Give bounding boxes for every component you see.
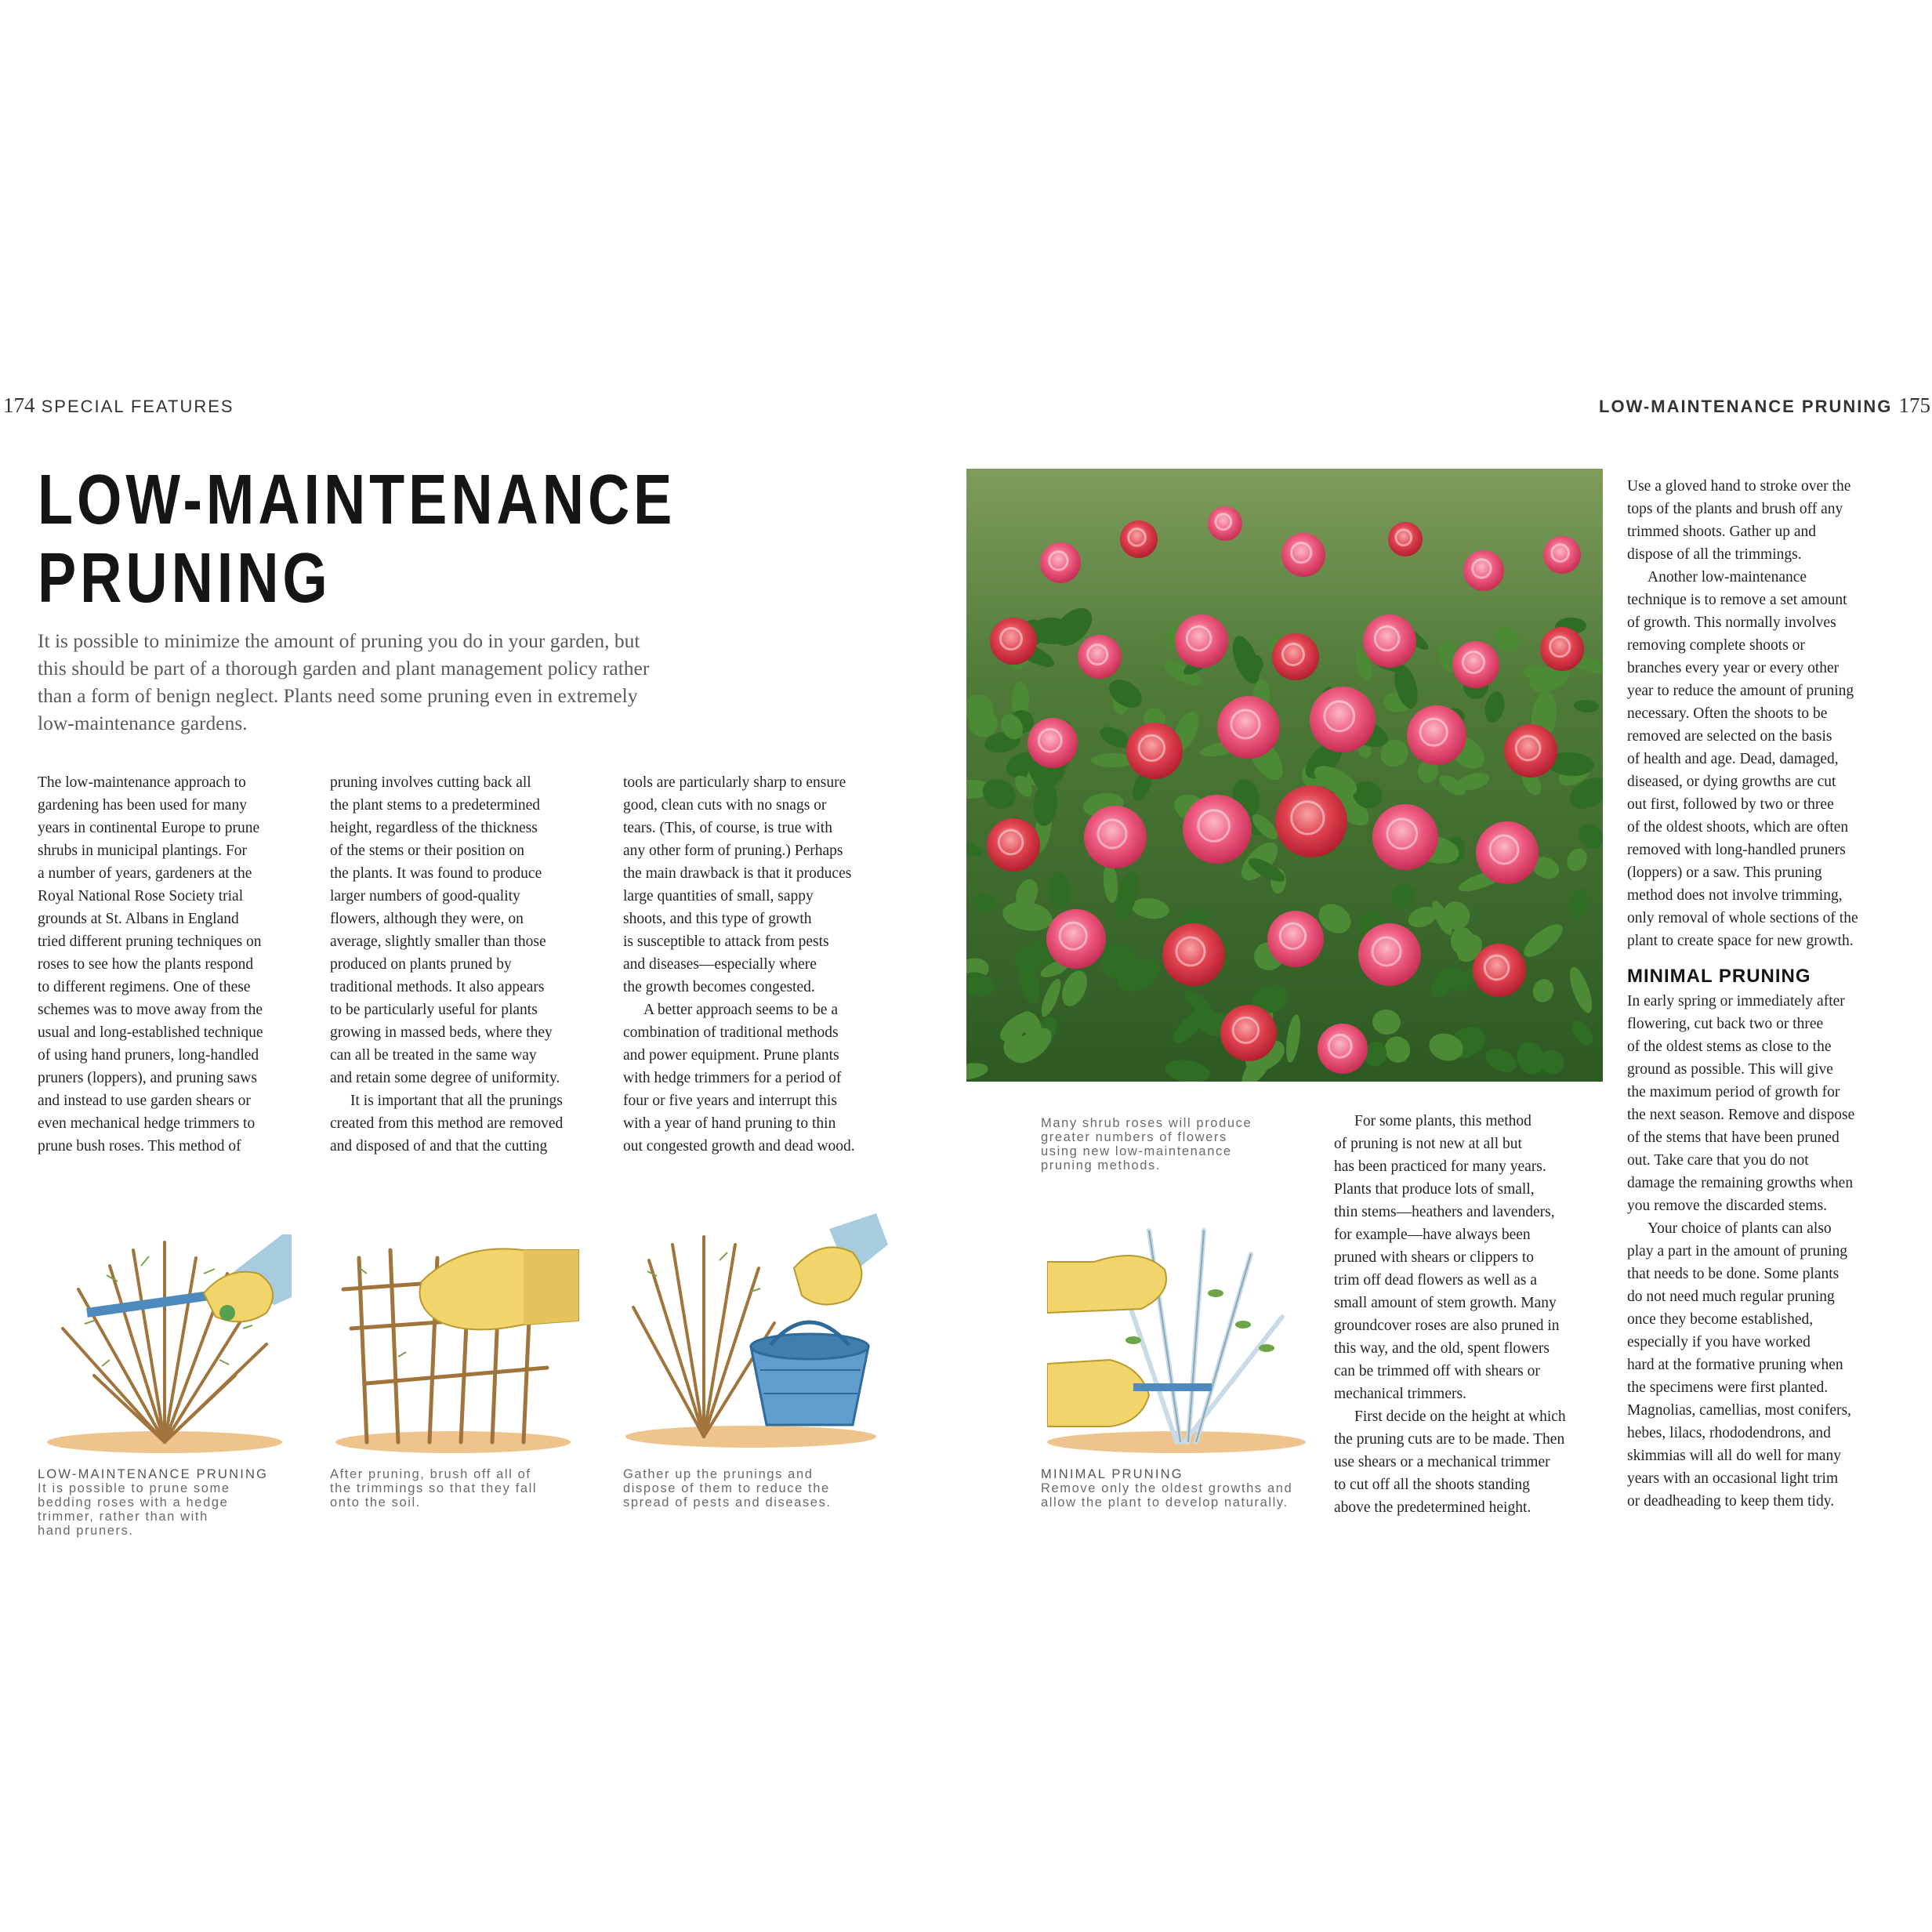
text-line: larger numbers of good-quality (330, 888, 520, 904)
text-line: use shears or a mechanical trimmer (1334, 1454, 1550, 1470)
text-line: shoots, and this type of growth (623, 911, 812, 927)
text-line: and retain some degree of uniformity. (330, 1070, 560, 1086)
text-line: especially if you have worked (1627, 1334, 1811, 1350)
text-line: the specimens were first planted. (1627, 1379, 1829, 1396)
text-line: Royal National Rose Society trial (38, 888, 244, 904)
illustration-gather-prunings (625, 1213, 892, 1448)
text-line: a number of years, gardeners at the (38, 865, 252, 882)
title-line: PRUNING (38, 539, 332, 618)
text-line: The low-maintenance approach to (38, 774, 246, 791)
text-line: removing complete shoots or (1627, 637, 1805, 654)
text-line: produced on plants pruned by (330, 956, 512, 973)
text-line: can be trimmed off with shears or (1334, 1363, 1540, 1379)
paragraph (623, 771, 894, 999)
left-running-head (3, 393, 234, 418)
text-line: tears. (This, of course, is true with (623, 820, 832, 836)
paragraph (1627, 566, 1901, 952)
text-line: of the stems that have been pruned (1627, 1129, 1840, 1146)
paragraph (1334, 1110, 1604, 1405)
text-line: usual and long-established technique (38, 1024, 263, 1041)
text-line: of pruning is not new at all but (1334, 1136, 1522, 1152)
text-line: prune bush roses. This method of (38, 1138, 241, 1154)
text-line: pruning involves cutting back all (330, 774, 531, 791)
text-line: removed with long-handled pruners (1627, 842, 1846, 858)
caption-line: Gather up the prunings and (623, 1467, 814, 1481)
caption-minimal-pruning (1041, 1467, 1331, 1510)
text-line: with a year of hand pruning to thin (623, 1115, 836, 1132)
title-line: LOW-MAINTENANCE (38, 461, 676, 539)
text-line: plant to create space for new growth. (1627, 933, 1854, 949)
text-line: Another low-maintenance (1647, 569, 1807, 585)
text-line: and diseases—especially where (623, 956, 817, 973)
text-line: dispose of all the trimmings. (1627, 546, 1802, 563)
right-section-label: LOW-MAINTENANCE PRUNING (1599, 397, 1893, 416)
caption-heading: MINIMAL PRUNING (1041, 1467, 1183, 1481)
text-line: combination of traditional methods (623, 1024, 839, 1041)
illustration-minimal-pruning (1047, 1223, 1306, 1454)
text-line: with hedge trimmers for a period of (623, 1070, 842, 1086)
text-line: roses to see how the plants respond (38, 956, 254, 973)
text-line: of growth. This normally involves (1627, 614, 1836, 631)
text-line: for example—have always been (1334, 1227, 1531, 1243)
text-line: tried different pruning techniques on (38, 933, 262, 950)
left-page-number: 174 (3, 393, 35, 417)
body-column-5 (1627, 475, 1901, 1513)
caption-line: bedding roses with a hedge (38, 1495, 229, 1510)
text-line: grounds at St. Albans in England (38, 911, 239, 927)
caption-line: It is possible to prune some (38, 1481, 230, 1495)
text-line: that needs to be done. Some plants (1627, 1266, 1840, 1282)
text-line: height, regardless of the thickness (330, 820, 538, 836)
paragraph (330, 771, 600, 1089)
text-line: In early spring or immediately after (1627, 993, 1845, 1009)
text-line: For some plants, this method (1354, 1113, 1531, 1129)
text-line: play a part in the amount of pruning (1627, 1243, 1848, 1260)
text-line: ground as possible. This will give (1627, 1061, 1833, 1078)
illustration-brush-off (335, 1227, 586, 1454)
caption-line: After pruning, brush off all of (330, 1467, 531, 1481)
caption-line: Many shrub roses will produce (1041, 1116, 1252, 1130)
paragraph (38, 771, 304, 1158)
text-line: First decide on the height at which (1354, 1408, 1566, 1425)
text-line: and disposed of and that the cutting (330, 1138, 548, 1154)
body-column-1 (38, 771, 304, 1158)
text-line: necessary. Often the shoots to be (1627, 705, 1828, 722)
rose-photo (966, 469, 1603, 1082)
text-line: trimmed shoots. Gather up and (1627, 524, 1816, 540)
text-line: removed are selected on the basis (1627, 728, 1832, 745)
text-line: skimmias will all do well for many (1627, 1448, 1841, 1464)
text-line: gardening has been used for many (38, 797, 247, 814)
paragraph (623, 999, 894, 1158)
text-line: flowers, although they were, on (330, 911, 524, 927)
text-line: A better approach seems to be a (643, 1002, 838, 1018)
text-line: years in continental Europe to prune (38, 820, 260, 836)
text-line: the pruning cuts are to be made. Then (1334, 1431, 1565, 1448)
text-line: to cut off all the shoots standing (1334, 1477, 1530, 1493)
text-line: pruners (loppers), and pruning saws (38, 1070, 257, 1086)
text-line: good, clean cuts with no snags or (623, 797, 827, 814)
caption-line: Remove only the oldest growths and (1041, 1481, 1293, 1495)
text-line: is susceptible to attack from pests (623, 933, 829, 950)
text-line: hebes, lilacs, rhododendrons, and (1627, 1425, 1831, 1441)
text-line: above the predetermined height. (1334, 1499, 1531, 1516)
text-line: trim off dead flowers as well as a (1334, 1272, 1538, 1289)
body-column-2 (330, 771, 600, 1158)
text-line: Magnolias, camellias, most conifers, (1627, 1402, 1851, 1419)
text-line: year to reduce the amount of pruning (1627, 683, 1854, 699)
text-line: you remove the discarded stems. (1627, 1198, 1828, 1214)
text-line: out first, followed by two or three (1627, 796, 1834, 813)
text-line: the next season. Remove and dispose (1627, 1107, 1855, 1123)
text-line: or deadheading to keep them tidy. (1627, 1493, 1835, 1510)
text-line: the plants. It was found to produce (330, 865, 542, 882)
text-line: to different regimens. One of these (38, 979, 251, 995)
text-line: tops of the plants and brush off any (1627, 501, 1843, 517)
text-line: growing in massed beds, where they (330, 1024, 553, 1041)
text-line: any other form of pruning.) Perhaps (623, 843, 843, 859)
text-line: tools are particularly sharp to ensure (623, 774, 846, 791)
text-line: of the stems or their position on (330, 843, 525, 859)
paragraph (1334, 1405, 1604, 1519)
text-line: the growth becomes congested. (623, 979, 815, 995)
text-line: even mechanical hedge trimmers to (38, 1115, 256, 1132)
caption-line: pruning methods. (1041, 1158, 1162, 1173)
text-line: once they become established, (1627, 1311, 1814, 1328)
paragraph (1627, 475, 1901, 566)
text-line: and power equipment. Prune plants (623, 1047, 839, 1064)
caption-line: greater numbers of flowers (1041, 1130, 1227, 1144)
lead-line: this should be part of a thorough garden and plant management policy rather (38, 657, 650, 680)
text-line: do not need much regular pruning (1627, 1289, 1835, 1305)
rose-photo-image (966, 469, 1603, 1082)
caption-line: the trimmings so that they fall (330, 1481, 538, 1495)
text-line: the maximum period of growth for (1627, 1084, 1840, 1100)
text-line: years with an occasional light trim (1627, 1470, 1839, 1487)
body-column-4 (1334, 1110, 1604, 1519)
right-running-head (1599, 393, 1930, 418)
caption-brush-off (330, 1467, 604, 1510)
lead-line: low-maintenance gardens. (38, 712, 248, 734)
paragraph (330, 1089, 600, 1158)
caption-line: onto the soil. (330, 1495, 421, 1510)
text-line: the main drawback is that it produces (623, 865, 852, 882)
text-line: has been practiced for many years. (1334, 1158, 1546, 1175)
illustration-image (625, 1213, 892, 1448)
text-line: out. Take care that you do not (1627, 1152, 1809, 1169)
caption-line: dispose of them to reduce the (623, 1481, 830, 1495)
text-line: flowering, cut back two or three (1627, 1016, 1824, 1032)
text-line: technique is to remove a set amount (1627, 592, 1847, 608)
text-line: damage the remaining growths when (1627, 1175, 1854, 1191)
text-line: the plant stems to a predetermined (330, 797, 541, 814)
text-line: groundcover roses are also pruned in (1334, 1318, 1560, 1334)
photo-caption (1041, 1116, 1299, 1173)
text-line: of the oldest shoots, which are often (1627, 819, 1849, 836)
text-line: and instead to use garden shears or (38, 1093, 251, 1109)
illustration-image (335, 1227, 586, 1454)
caption-heading: LOW-MAINTENANCE PRUNING (38, 1467, 269, 1481)
text-line: Plants that produce lots of small, (1334, 1181, 1535, 1198)
text-line: average, slightly smaller than those (330, 933, 546, 950)
text-line: pruned with shears or clippers to (1334, 1249, 1535, 1266)
page-title (38, 461, 676, 618)
text-line: method does not involve trimming, (1627, 887, 1843, 904)
caption-line: allow the plant to develop naturally. (1041, 1495, 1289, 1510)
text-line: of health and age. Dead, damaged, (1627, 751, 1839, 767)
text-line: branches every year or every other (1627, 660, 1840, 676)
illustration-hedge-trimmer (47, 1219, 298, 1454)
text-line: out congested growth and dead wood. (623, 1138, 855, 1154)
text-line: It is important that all the prunings (350, 1093, 563, 1109)
subheading-minimal-pruning: MINIMAL PRUNING (1627, 966, 1811, 987)
text-line: Use a gloved hand to stroke over the (1627, 478, 1851, 495)
lead-line: It is possible to minimize the amount of pruning you do in your garden, but (38, 629, 640, 652)
text-line: of using hand pruners, long-handled (38, 1047, 259, 1064)
text-line: four or five years and interrupt this (623, 1093, 837, 1109)
text-line: Your choice of plants can also (1647, 1220, 1832, 1237)
caption-line: trimmer, rather than with (38, 1510, 208, 1524)
text-line: of the oldest stems as close to the (1627, 1038, 1832, 1055)
lead-line: than a form of benign neglect. Plants need some pruning even in extremely (38, 684, 638, 707)
text-line: large quantities of small, sappy (623, 888, 814, 904)
paragraph (1627, 1217, 1901, 1513)
text-line: only removal of whole sections of the (1627, 910, 1858, 926)
text-line: created from this method are removed (330, 1115, 564, 1132)
text-line: mechanical trimmers. (1334, 1386, 1466, 1402)
text-line: thin stems—heathers and lavenders, (1334, 1204, 1555, 1220)
lead-paragraph (38, 627, 698, 737)
text-line: small amount of stem growth. Many (1334, 1295, 1557, 1311)
caption-line: spread of pests and diseases. (623, 1495, 832, 1510)
paragraph (1627, 990, 1901, 1217)
text-line: diseased, or dying growths are cut (1627, 774, 1836, 790)
left-section-label: SPECIAL FEATURES (41, 397, 234, 416)
body-column-3 (623, 771, 894, 1158)
text-line: to be particularly useful for plants (330, 1002, 538, 1018)
text-line: shrubs in municipal plantings. For (38, 843, 248, 859)
text-line: (loppers) or a saw. This pruning (1627, 865, 1822, 881)
illustration-image (1047, 1223, 1306, 1454)
caption-line: using new low-maintenance (1041, 1144, 1232, 1158)
text-line: schemes was to move away from the (38, 1002, 263, 1018)
illustration-image (47, 1219, 298, 1454)
text-line: hard at the formative pruning when (1627, 1357, 1843, 1373)
caption-gather (623, 1467, 897, 1510)
text-line: can all be treated in the same way (330, 1047, 537, 1064)
caption-hedge-trimmer (38, 1467, 312, 1538)
caption-line: hand pruners. (38, 1524, 134, 1538)
text-line: traditional methods. It also appears (330, 979, 545, 995)
text-line: this way, and the old, spent flowers (1334, 1340, 1550, 1357)
right-page-number: 175 (1898, 393, 1930, 417)
